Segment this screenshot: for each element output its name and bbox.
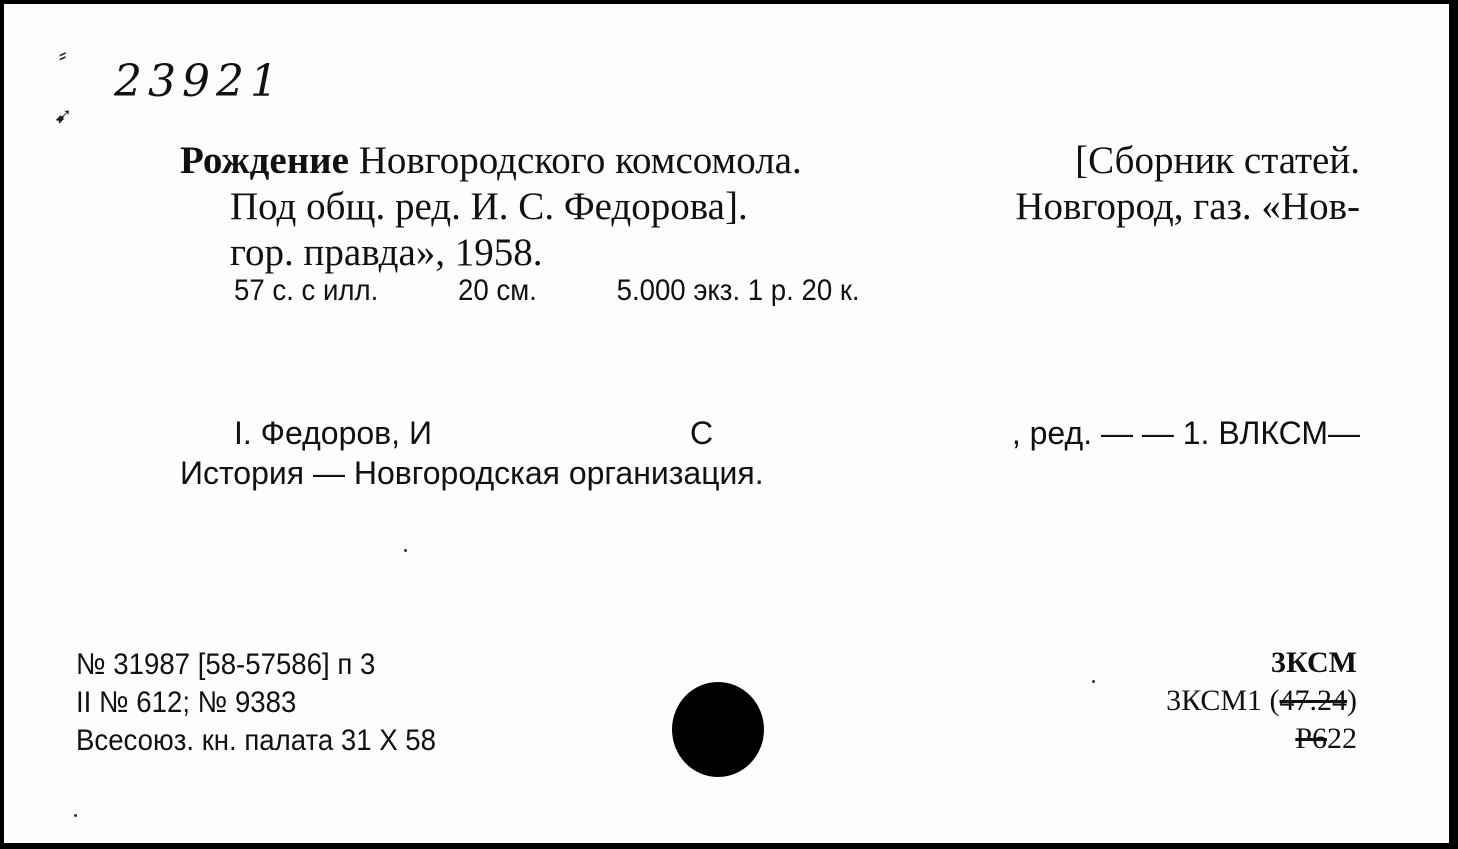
tracing-line-1 [180,414,1360,454]
dust-speck [74,814,77,817]
handwritten-number: 23921 [114,56,284,107]
punch-hole [672,682,764,777]
classification-code-1: 3КСМ [1271,646,1357,679]
title-line-3 [180,230,1360,276]
tracing-subject-continued: История — Новгородская организация. [180,455,764,491]
tracings-block [180,414,1360,494]
corner-scribble-mark: ⸗ [59,43,67,68]
print-run-info: 5.000 экз. 1 р. 20 к. [616,274,860,307]
catalog-card [4,4,1449,843]
title-line-2 [180,184,1360,230]
registration-number: № 31987 [58-57586] п 3 [76,648,376,681]
order-numbers: II № 612; № 9383 [76,686,297,719]
title-lead-word: Рождение [180,139,349,182]
chamber-info [76,646,467,760]
pages-info: 57 с. с илл. [234,274,379,307]
title-collection-note: [Сборник статей. [1075,139,1360,182]
classification-codes [1166,644,1357,758]
title-text: Новгородского комсомола. [358,139,802,182]
tracing-editor-name: I. Федоров, И [234,415,432,451]
corner-arrow-mark: ➹ [54,104,73,129]
dust-speck [1092,680,1095,683]
dust-speck [404,549,407,552]
physical-description [234,274,860,308]
classification-code-2: 3КСМ1 (47.24) [1166,684,1357,717]
tracing-subject: , ред. — — 1. ВЛКСМ— [1011,415,1360,451]
publisher-place: Новгород, газ. «Нов- [1015,185,1360,228]
title-line-1 [180,138,1360,184]
tracing-editor-initial: С [690,415,714,451]
size-info: 20 см. [458,274,537,307]
classification-code-3: Р622 [1295,722,1357,755]
editor-statement: Под общ. ред. И. С. Федорова]. [230,185,748,228]
tracing-line-2 [180,454,1360,494]
publisher-year: гор. правда», 1958. [230,231,543,274]
book-chamber-date: Всесоюз. кн. палата 31 X 58 [76,724,437,757]
title-block [180,138,1360,276]
